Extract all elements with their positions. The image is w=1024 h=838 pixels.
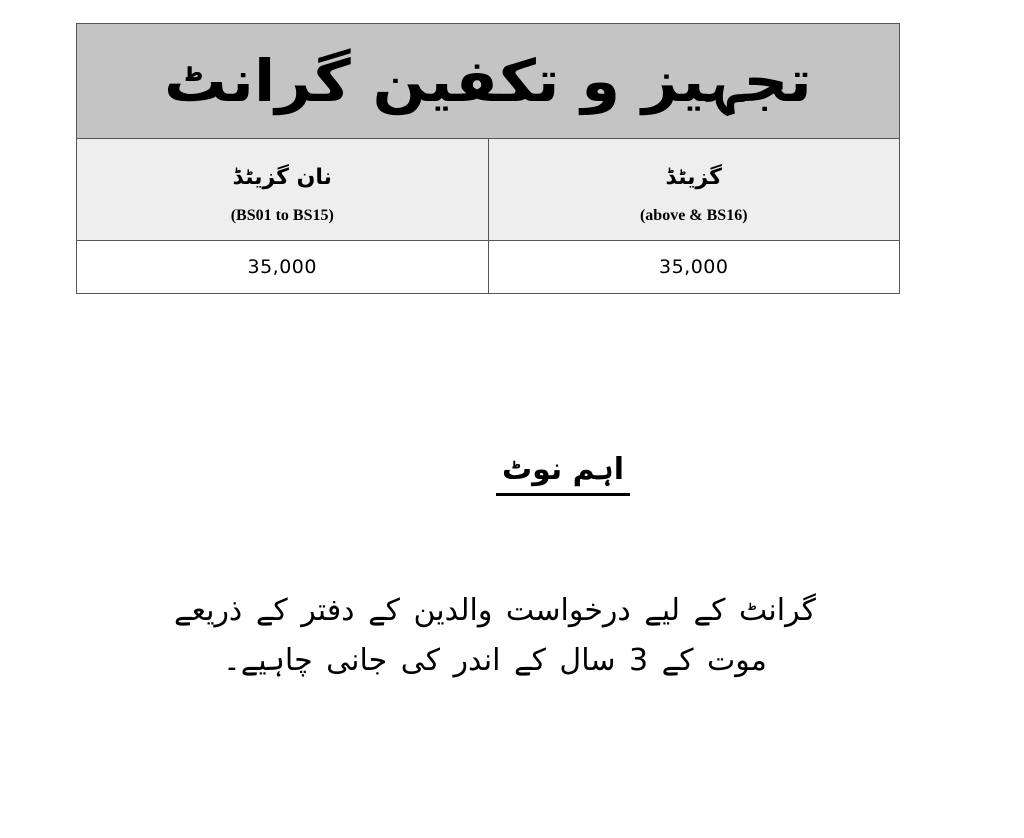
important-note-heading: اہم نوٹ: [496, 448, 630, 496]
column-header-non-gazetted: [77, 139, 489, 241]
table-title: تجہیز و تکفین گرانٹ: [164, 47, 812, 115]
table-title-cell: [77, 24, 900, 139]
column-heading-gazetted: گزیٹڈ: [665, 164, 722, 190]
column-header-gazetted: [488, 139, 900, 241]
column-heading-non-gazetted: نان گزیٹڈ: [232, 164, 332, 190]
amount-gazetted: 35,000: [488, 241, 900, 294]
amount-non-gazetted: 35,000: [77, 241, 489, 294]
important-note-body: [100, 586, 890, 686]
column-subheading-non-gazetted: (BS01 to BS15): [230, 206, 334, 224]
note-line-2: موت کے 3 سال کے اندر کی جانی چاہیے۔: [223, 643, 767, 678]
grant-table: [76, 23, 900, 294]
column-subheading-gazetted: (above & BS16): [639, 206, 748, 224]
note-line-1: گرانٹ کے لیے درخواست والدین کے دفتر کے ذریعے: [174, 593, 816, 628]
